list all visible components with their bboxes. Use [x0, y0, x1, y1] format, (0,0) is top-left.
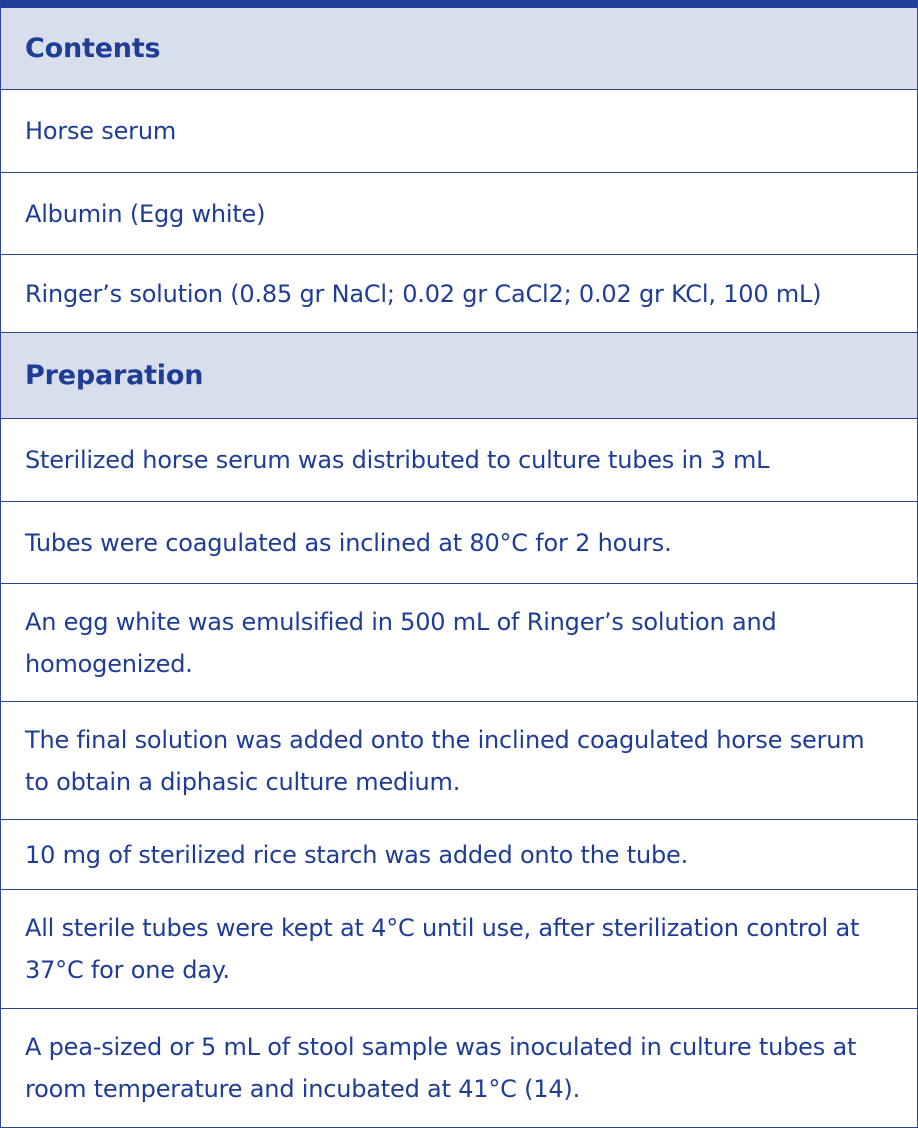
preparation-header — [1, 333, 917, 419]
preparation-step: An egg white was emulsified in 500 mL of Ringer’s solution and homogenized. — [25, 607, 777, 678]
preparation-step: The final solution was added onto the inclined coagulated horse serum to obtain a diphasic culture medium. — [25, 725, 865, 796]
preparation-step: All sterile tubes were kept at 4°C until use, after sterilization control at 37°C for one day. — [25, 914, 860, 984]
preparation-row — [1, 890, 917, 1009]
preparation-row — [1, 1009, 917, 1128]
table-top-bar — [1, 0, 917, 8]
preparation-row — [1, 584, 917, 702]
contents-item: Ringer’s solution (0.85 gr NaCl; 0.02 gr CaCl2; 0.02 gr KCl, 100 mL) — [25, 279, 822, 308]
contents-row — [1, 255, 917, 333]
contents-item: Albumin (Egg white) — [25, 199, 266, 228]
contents-row — [1, 90, 917, 173]
preparation-step: Tubes were coagulated as inclined at 80°C for 2 hours. — [25, 528, 672, 557]
preparation-step: 10 mg of sterilized rice starch was added onto the tube. — [25, 840, 689, 869]
preparation-row — [1, 502, 917, 584]
contents-row — [1, 173, 917, 255]
preparation-row — [1, 702, 917, 820]
contents-header — [1, 8, 917, 90]
preparation-row — [1, 419, 917, 502]
preparation-heading: Preparation — [25, 359, 204, 391]
preparation-step: Sterilized horse serum was distributed to culture tubes in 3 mL — [25, 446, 770, 474]
preparation-step: A pea-sized or 5 mL of stool sample was inoculated in culture tubes at room temperature and incubated at 41°C (14). — [25, 1033, 857, 1103]
contents-item: Horse serum — [25, 117, 177, 145]
preparation-row — [1, 820, 917, 890]
contents-heading: Contents — [25, 32, 161, 64]
